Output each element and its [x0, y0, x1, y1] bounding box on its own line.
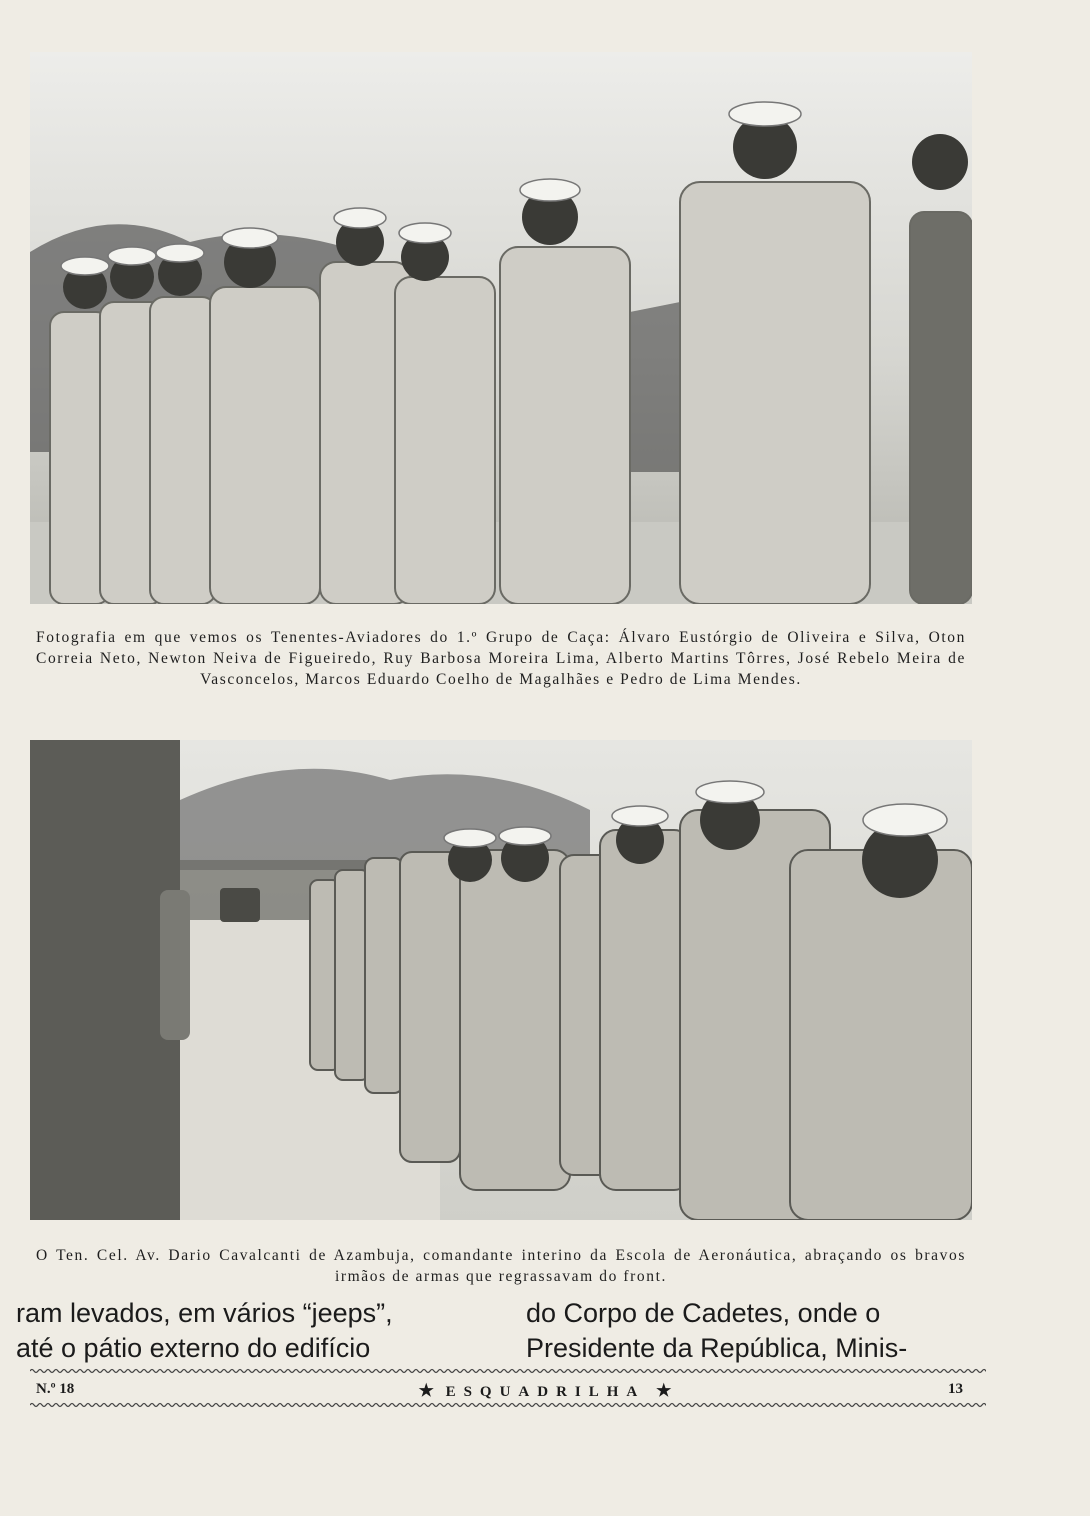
star-icon: ★ — [418, 1381, 434, 1400]
magazine-title — [0, 1381, 1090, 1401]
page-number: 13 — [948, 1381, 963, 1397]
photo-pilots-lineup-image — [30, 52, 972, 604]
body-line: até o pátio externo do edifício — [16, 1333, 371, 1363]
body-column-right — [526, 1296, 990, 1366]
magazine-title-text: ESQUADRILHA — [445, 1384, 645, 1400]
footer-rule-bottom — [30, 1402, 986, 1408]
photo-embrace-image — [30, 740, 972, 1220]
photo-pilots-lineup — [30, 52, 972, 604]
photo-embrace — [30, 740, 972, 1220]
footer-rule-top — [30, 1368, 986, 1374]
star-icon: ★ — [656, 1381, 672, 1400]
issue-number: N.º 18 — [36, 1381, 75, 1397]
body-line: Presidente da República, Minis- — [526, 1333, 908, 1363]
photo-embrace-caption: O Ten. Cel. Av. Dario Cavalcanti de Azambuja, comandante interino da Escola de Aeronáutica, abraçando os bravos irmãos de armas que regrassavam do front. — [36, 1247, 966, 1285]
body-line: do Corpo de Cadetes, onde o — [526, 1298, 881, 1328]
body-line: ram levados, em vários “jeeps”, — [16, 1298, 393, 1328]
body-column-left — [16, 1296, 496, 1366]
photo-pilots-caption: Fotografia em que vemos os Tenentes-Aviadores do 1.º Grupo de Caça: Álvaro Eustórgio de Oliveira e Silva, Oton Correia Neto, Newton Neiva de Figueiredo, Ruy Barbosa Moreira Lima, Alberto Martins Tôrres, José Rebelo Meira de Vasconcelos, Marcos Eduardo Coelho de Magalhães e Pedro de Lima Mendes. — [36, 629, 966, 688]
